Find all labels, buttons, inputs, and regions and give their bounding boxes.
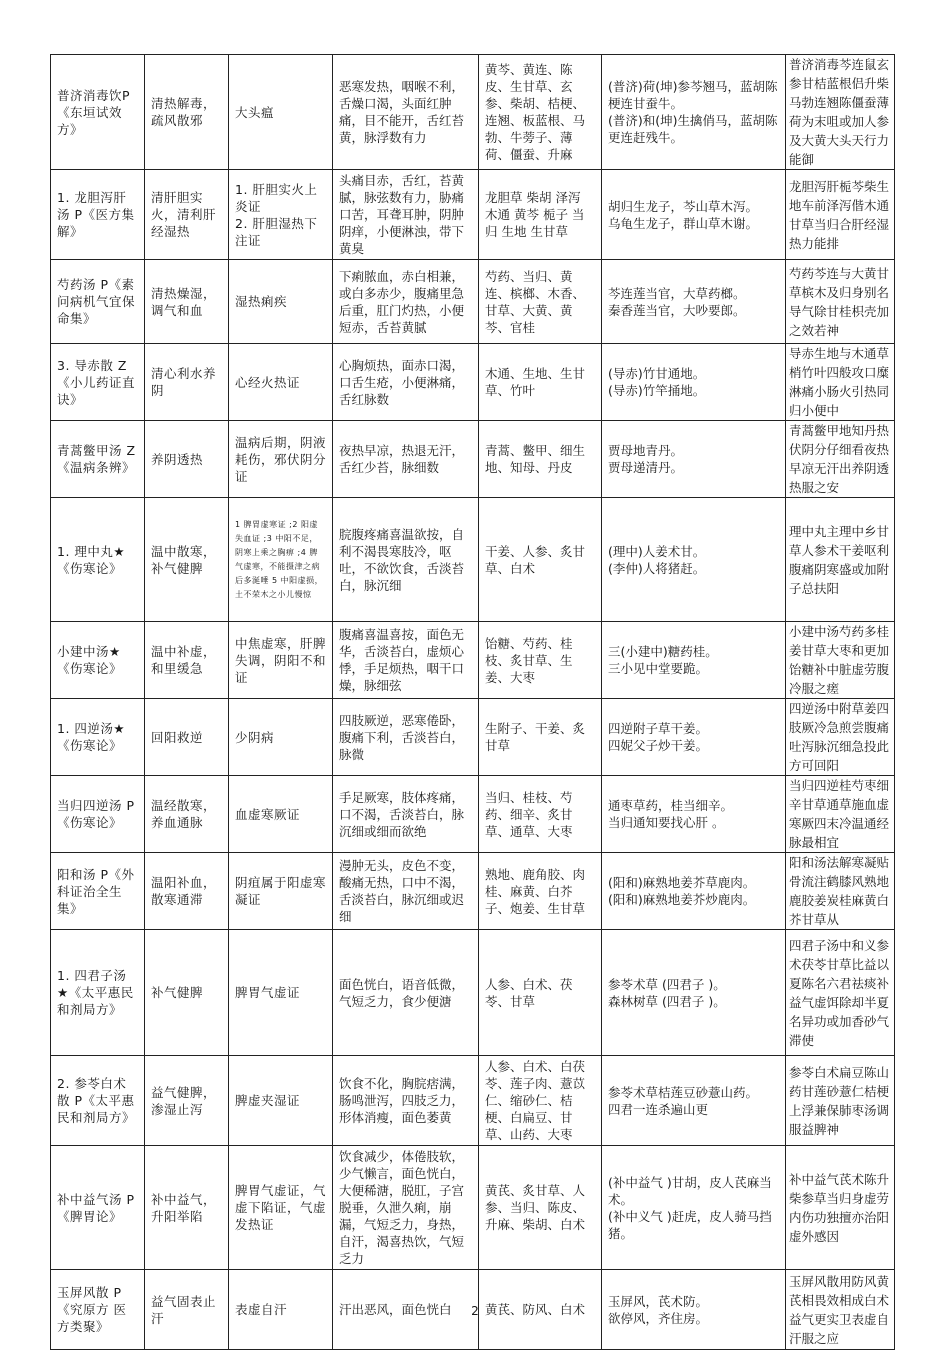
- verse-cell: 四逆汤中附草姜四肢厥冷急煎尝腹痛吐泻脉沉细急投此方可回阳: [786, 699, 895, 776]
- mnemonic-cell: [602, 55, 786, 170]
- effect-cell: 益气固表止汗: [145, 1270, 229, 1350]
- symptoms-cell: 腹痛喜温喜按，面色无华，舌淡苔白，虚烦心悸，手足烦热，咽干口燥，脉细弦: [333, 622, 479, 699]
- verse-cell: 玉屏风散用防风黄芪相畏效相成白术益气更实卫表虚自汗服之应: [786, 1270, 895, 1350]
- mnemonic-line: 四妮父子炒干姜。: [608, 738, 709, 753]
- herbs-cell: 干姜、人参、炙甘草、白术: [479, 498, 602, 622]
- effect-cell: 温经散寒，养血通脉: [145, 776, 229, 853]
- verse-cell: 当归四逆桂芍枣细辛甘草通草施血虚寒厥四末冷温通经脉最相宜: [786, 776, 895, 853]
- herbs-cell: 黄芪、炙甘草、人参、当归、陈皮、升麻、柴胡、白术: [479, 1146, 602, 1270]
- mnemonic-line: 当归通知要找心肝 。: [608, 815, 725, 830]
- indication-cell: [229, 930, 333, 1056]
- indication-cell: [229, 170, 333, 260]
- mnemonic-line: (理中)人姜术甘。: [608, 543, 706, 559]
- symptoms-cell: 漫肿无头，皮色不变，酸痛无热，口中不渴，舌淡苔白，脉沉细或迟细: [333, 853, 479, 930]
- table-row: [51, 699, 895, 776]
- indication-line: 湿热痢疾: [235, 294, 288, 309]
- formula-name-cell: 普济消毒饮P《东垣试效方》: [51, 55, 145, 170]
- mnemonic-line: (普济)荷(坤)参芩翘马，蓝胡陈梗连甘蚕牛。: [608, 79, 778, 111]
- indication-cell: [229, 776, 333, 853]
- formula-table-wrapper: [50, 54, 894, 1350]
- verse-cell: 导赤生地与木通草梢竹叶四般攻口糜淋痛小肠火引热同归小便中: [786, 344, 895, 421]
- mnemonic-cell: [602, 1056, 786, 1146]
- mnemonic-cell: [602, 260, 786, 344]
- verse-cell: 青蒿鳖甲地知丹热伏阴分仔细看夜热早凉无汗出养阴透热服之安: [786, 421, 895, 498]
- table-row: [51, 930, 895, 1056]
- indication-cell: [229, 1146, 333, 1270]
- herbs-cell: 芍药、当归、黄连、槟榔、木香、甘草、大黄、黄芩、官桂: [479, 260, 602, 344]
- indication-line: 脾胃气虚证，气虚下陷证，气虚发热证: [235, 1183, 327, 1232]
- indication-cell: [229, 853, 333, 930]
- mnemonic-cell: [602, 498, 786, 622]
- mnemonic-line: 三(小建中)糖药桂。: [608, 644, 718, 659]
- indication-cell: [229, 622, 333, 699]
- mnemonic-line: 贾母地青丹。: [608, 443, 684, 458]
- mnemonic-line: (补中益气 )甘胡，皮人芪麻当术。: [608, 1174, 772, 1207]
- herbs-cell: 生附子、干姜、炙甘草: [479, 699, 602, 776]
- symptoms-cell: 夜热早凉，热退无汗，舌红少苔，脉细数: [333, 421, 479, 498]
- herbs-cell: 木通、生地、生甘草、竹叶: [479, 344, 602, 421]
- mnemonic-cell: [602, 1146, 786, 1270]
- effect-cell: 温中散寒，补气健脾: [145, 498, 229, 622]
- herbs-cell: 黄芪、防风、白术: [479, 1270, 602, 1350]
- indication-cell: [229, 260, 333, 344]
- effect-cell: 清肝胆实火，清利肝经湿热: [145, 170, 229, 260]
- symptoms-cell: 头痛目赤，舌红，苔黄腻，脉弦数有力，胁痛口苦，耳聋耳肿，阴肿阴痒，小便淋浊，带下黄臭: [333, 170, 479, 260]
- indication-line: 1 脾胃虚寒证 ;2 阳虚失血证 ;3 中阳不足，阴寒上乘之胸痹 ;4 脾气虚寒，不能摄津之病后多涎唾 5 中阳虚损，土不荣木之小儿慢惊: [235, 519, 324, 599]
- verse-cell: 阳和汤法解寒凝贴骨流注鹤膝风熟地鹿胶姜炭桂麻黄白芥甘草从: [786, 853, 895, 930]
- mnemonic-cell: [602, 344, 786, 421]
- mnemonic-line: (阳和)麻熟地姜芥草鹿肉。: [608, 875, 756, 890]
- mnemonic-cell: [602, 421, 786, 498]
- mnemonic-cell: [602, 930, 786, 1056]
- formula-table: [50, 54, 895, 1350]
- indication-line: 血虚寒厥证: [235, 806, 301, 822]
- indication-line: 大头瘟: [235, 104, 275, 120]
- mnemonic-line: (导赤)竹竿捅地。: [608, 383, 706, 398]
- mnemonic-line: 欲停风，齐住房。: [608, 1310, 709, 1326]
- effect-cell: 养阴透热: [145, 421, 229, 498]
- mnemonic-cell: [602, 853, 786, 930]
- mnemonic-cell: [602, 776, 786, 853]
- verse-cell: 补中益气芪术陈升柴参草当归身虚劳内伤功独擅亦治阳虚外感因: [786, 1146, 895, 1270]
- indication-line: 心经火热证: [235, 374, 301, 390]
- mnemonic-line: 玉屏风，芪术防。: [608, 1293, 709, 1309]
- verse-cell: 理中丸主理中乡甘草人参术干姜呕利腹痛阴寒盛或加附子总扶阳: [786, 498, 895, 622]
- table-body: [51, 55, 895, 1350]
- mnemonic-line: 通枣草药，桂当细辛。: [608, 798, 734, 813]
- mnemonic-line: (补中义气 )赶虎，皮人骑马挡猪。: [608, 1208, 772, 1241]
- herbs-cell: 龙胆草 柴胡 泽泻 木通 黄芩 栀子 当归 生地 生甘草: [479, 170, 602, 260]
- symptoms-cell: 饮食减少，体倦肢软，少气懒言，面色恍白，大便稀溏，脱肛，子宫脱垂，久泄久痢，崩漏，气短乏力，身热，自汗，渴喜热饮，气短乏力: [333, 1146, 479, 1270]
- effect-cell: 补中益气，升阳举陷: [145, 1146, 229, 1270]
- mnemonic-cell: [602, 699, 786, 776]
- indication-line: 表虚自汗: [235, 1302, 288, 1317]
- verse-cell: 小建中汤芍药多桂姜甘草大枣和更加饴糖补中脏虚劳腹冷服之瘥: [786, 622, 895, 699]
- herbs-cell: 饴糖、芍药、桂枝、炙甘草、生姜、大枣: [479, 622, 602, 699]
- mnemonic-line: 贾母递清丹。: [608, 460, 684, 475]
- effect-cell: 清热解毒，疏风散邪: [145, 55, 229, 170]
- symptoms-cell: 脘腹疼痛喜温欲按，自利不渴畏寒肢冷，呕吐，不欲饮食，舌淡苔白，脉沉细: [333, 498, 479, 622]
- symptoms-cell: 汗出恶风，面色恍白: [333, 1270, 479, 1350]
- table-row: [51, 776, 895, 853]
- symptoms-cell: 四肢厥逆，恶寒倦卧，腹痛下利，舌淡苔白，脉微: [333, 699, 479, 776]
- mnemonic-line: 胡归生龙子，芩山草木泻。: [608, 198, 759, 214]
- table-row: [51, 344, 895, 421]
- formula-name-cell: 1. 龙胆泻肝汤 P《医方集解》: [51, 170, 145, 260]
- mnemonic-line: (李仲)人将猪赶。: [608, 560, 706, 576]
- mnemonic-line: 森林树草 (四君子 )。: [608, 993, 726, 1009]
- symptoms-cell: 面色恍白，语音低微，气短乏力，食少便溏: [333, 930, 479, 1056]
- indication-cell: [229, 421, 333, 498]
- formula-name-cell: 玉屏风散 P《究原方 医方类聚》: [51, 1270, 145, 1350]
- formula-name-cell: 1. 四逆汤★《伤寒论》: [51, 699, 145, 776]
- effect-cell: 补气健脾: [145, 930, 229, 1056]
- formula-name-cell: 芍药汤 P《素问病机气宜保命集》: [51, 260, 145, 344]
- formula-name-cell: 1. 四君子汤★《太平惠民和剂局方》: [51, 930, 145, 1056]
- herbs-cell: 熟地、鹿角胶、肉桂、麻黄、白芥子、炮姜、生甘草: [479, 853, 602, 930]
- indication-cell: [229, 699, 333, 776]
- table-row: [51, 498, 895, 622]
- mnemonic-line: (阳和)麻熟地姜芥炒鹿肉。: [608, 892, 756, 907]
- symptoms-cell: 手足厥寒，肢体疼痛，口不渴，舌淡苔白，脉沉细或细而欲绝: [333, 776, 479, 853]
- herbs-cell: 人参、白术、茯苓、甘草: [479, 930, 602, 1056]
- table-row: [51, 1146, 895, 1270]
- indication-line: 少阴病: [235, 729, 275, 745]
- page-number: 2: [471, 1304, 479, 1318]
- formula-name-cell: 青蒿鳖甲汤 Z《温病条辨》: [51, 421, 145, 498]
- indication-line: 2. 肝胆湿热下注证: [235, 215, 318, 248]
- effect-cell: 清热燥湿，调气和血: [145, 260, 229, 344]
- table-row: [51, 170, 895, 260]
- mnemonic-line: 四逆附子草干姜。: [608, 721, 709, 736]
- formula-name-cell: 小建中汤★《伤寒论》: [51, 622, 145, 699]
- formula-name-cell: 2. 参苓白术散 P《太平惠民和剂局方》: [51, 1056, 145, 1146]
- effect-cell: 温阳补血，散寒通滞: [145, 853, 229, 930]
- mnemonic-line: 芩连莲当官，大草药榔。: [608, 285, 746, 301]
- symptoms-cell: 下痢脓血，赤白相兼，或白多赤少，腹痛里急后重，肛门灼热，小便短赤，舌苔黄腻: [333, 260, 479, 344]
- effect-cell: 回阳救逆: [145, 699, 229, 776]
- formula-name-cell: 阳和汤 P《外科证治全生集》: [51, 853, 145, 930]
- mnemonic-cell: [602, 170, 786, 260]
- herbs-cell: 当归、桂枝、芍药、细辛、炙甘草、通草、大枣: [479, 776, 602, 853]
- effect-cell: 清心利水养阴: [145, 344, 229, 421]
- indication-line: 阴疽属于阳虚寒凝证: [235, 875, 327, 907]
- mnemonic-line: (普济)和(坤)生擒俏马，蓝胡陈更连赶残牛。: [608, 113, 778, 145]
- table-row: [51, 853, 895, 930]
- verse-cell: 四君子汤中和义参术茯苓甘草比益以夏陈名六君祛痰补益气虚饵除却半夏名异功或加香砂气滞使: [786, 930, 895, 1056]
- indication-cell: [229, 498, 333, 622]
- indication-line: 1. 肝胆实火上炎证: [235, 181, 318, 214]
- mnemonic-line: 秦香莲当官，大吵要郎。: [608, 302, 746, 318]
- table-row: [51, 622, 895, 699]
- indication-line: 脾虚夹湿证: [235, 1093, 301, 1108]
- indication-line: 温病后期，阴液耗伤，邪伏阴分证: [235, 434, 327, 484]
- table-row: [51, 1056, 895, 1146]
- verse-cell: 参苓白术扁豆陈山药甘莲砂薏仁桔梗上浮兼保肺枣汤调服益脾神: [786, 1056, 895, 1146]
- formula-name-cell: 1. 理中丸★《伤寒论》: [51, 498, 145, 622]
- indication-cell: [229, 344, 333, 421]
- mnemonic-line: 参苓术草桔莲豆砂薏山药。: [608, 1084, 759, 1100]
- symptoms-cell: 恶寒发热，咽喉不利，舌燥口渴，头面红肿痛，目不能开，舌红苔黄，脉浮数有力: [333, 55, 479, 170]
- mnemonic-line: (导赤)竹甘通地。: [608, 366, 706, 381]
- mnemonic-line: 参苓术草 (四君子 )。: [608, 976, 726, 992]
- indication-line: 脾胃气虚证: [235, 985, 301, 1000]
- formula-name-cell: 当归四逆汤 P《伤寒论》: [51, 776, 145, 853]
- herbs-cell: 人参、白术、白茯苓、莲子肉、薏苡仁、缩砂仁、桔梗、白扁豆、甘草、山药、大枣: [479, 1056, 602, 1146]
- table-row: [51, 421, 895, 498]
- effect-cell: 益气健脾，渗湿止泻: [145, 1056, 229, 1146]
- symptoms-cell: 饮食不化，胸脘痞满，肠鸣泄泻，四肢乏力，形体消瘦，面色萎黄: [333, 1056, 479, 1146]
- verse-cell: 龙胆泻肝栀芩柴生地车前泽泻偕木通甘草当归合肝经湿热力能排: [786, 170, 895, 260]
- indication-cell: [229, 1056, 333, 1146]
- formula-name-cell: 补中益气汤 P《脾胃论》: [51, 1146, 145, 1270]
- verse-cell: 普济消毒芩连鼠玄参甘桔蓝根侣升柴马勃连翘陈僵蚕薄荷为末咀或加人参及大黄大头天行力能御: [786, 55, 895, 170]
- symptoms-cell: 心胸烦热，面赤口渴，口舌生疮，小便淋痛，舌红脉数: [333, 344, 479, 421]
- indication-cell: [229, 55, 333, 170]
- mnemonic-line: 四君一连杀遍山更: [608, 1101, 709, 1117]
- formula-name-cell: 3. 导赤散 Z《小儿药证直诀》: [51, 344, 145, 421]
- mnemonic-cell: [602, 622, 786, 699]
- table-row: [51, 260, 895, 344]
- table-row: [51, 55, 895, 170]
- verse-cell: 芍药芩连与大黄甘草槟木及归身别名导气除甘桂枳壳加之效若神: [786, 260, 895, 344]
- indication-line: 中焦虚寒，肝脾失调，阴阳不和证: [235, 635, 327, 685]
- mnemonic-line: 乌龟生龙子，群山草木谢。: [608, 215, 759, 231]
- effect-cell: 温中补虚，和里缓急: [145, 622, 229, 699]
- herbs-cell: 青蒿、鳖甲、细生地、知母、丹皮: [479, 421, 602, 498]
- herbs-cell: 黄芩、黄连、陈皮、生甘草、玄参、柴胡、桔梗、连翘、板蓝根、马勃、牛蒡子、薄荷、僵蚕、升麻: [479, 55, 602, 170]
- mnemonic-line: 三小见中堂要跪。: [608, 661, 709, 676]
